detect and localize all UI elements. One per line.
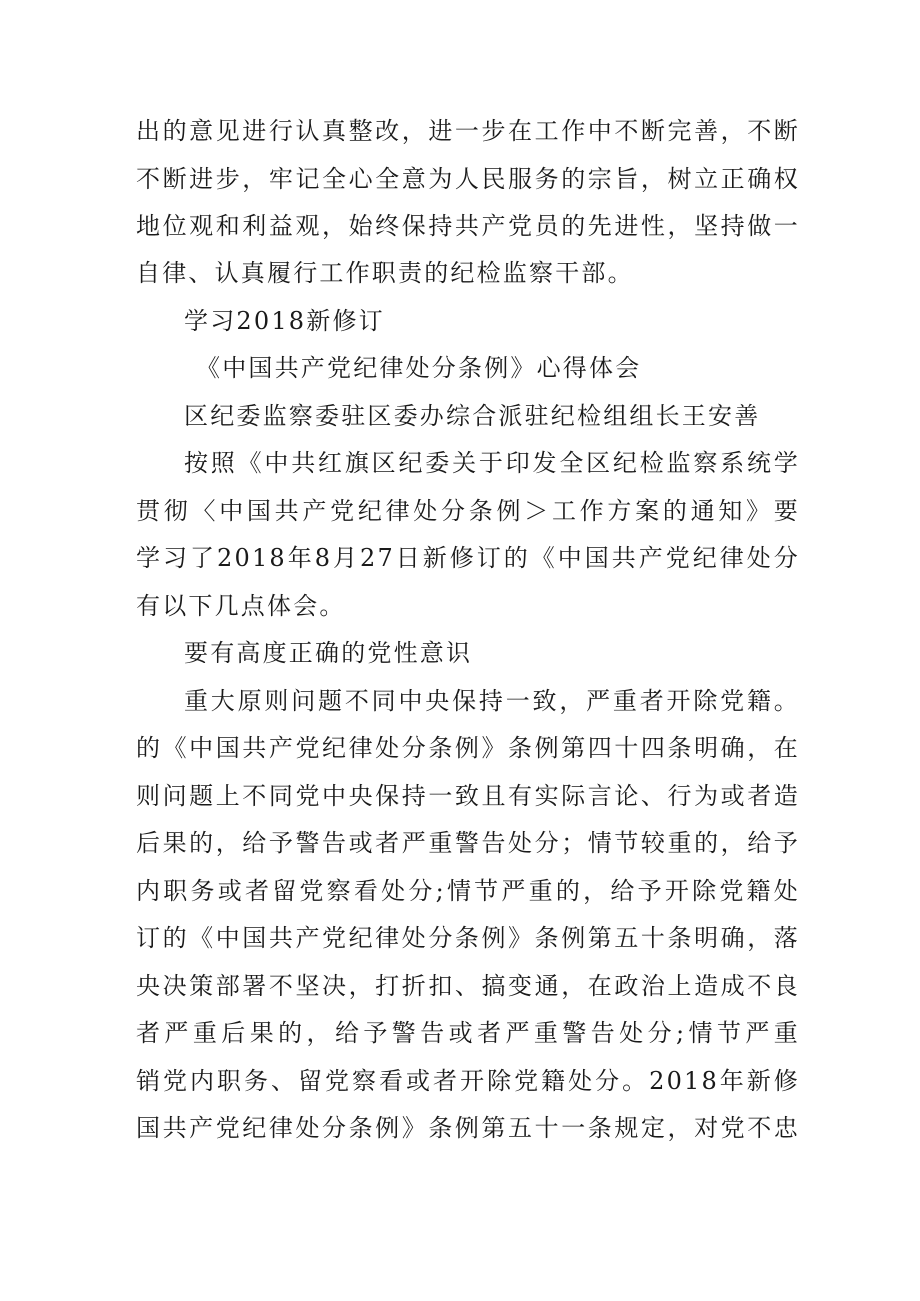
body-text-line: 有以下几点体会。: [136, 592, 346, 620]
body-text-line: 的《中国共产党纪律处分条例》条例第四十四条明确，在: [136, 734, 800, 762]
body-text-line: 后果的，给予警告或者严重警告处分；情节较重的，给予: [136, 829, 800, 857]
body-text-line: 订的《中国共产党纪律处分条例》条例第五十条明确，落: [136, 924, 800, 952]
section-heading: 要有高度正确的党性意识: [184, 639, 473, 667]
article-title: 《中国共产党纪律处分条例》心得体会: [196, 354, 642, 382]
body-text-line: 重大原则问题不同中央保持一致，严重者开除党籍。: [184, 687, 800, 715]
body-text-line: 不断进步，牢记全心全意为人民服务的宗旨，树立正确权: [136, 165, 800, 193]
heading-line: 学习2018新修订: [184, 307, 385, 335]
body-text-line: 贯彻〈中国共产党纪律处分条例＞工作方案的通知》要: [136, 497, 800, 525]
body-text-line: 则问题上不同党中央保持一致且有实际言论、行为或者造: [136, 782, 800, 810]
body-text-line: 出的意见进行认真整改，进一步在工作中不断完善，不断: [136, 117, 800, 145]
body-text-line: 内职务或者留党察看处分;情节严重的，给予开除党籍处: [136, 877, 800, 905]
body-text-line: 销党内职务、留党察看或者开除党籍处分。2018年新修: [136, 1067, 800, 1095]
body-text-line: 学习了2018年8月27日新修订的《中国共产党纪律处分: [136, 544, 800, 572]
body-text-line: 自律、认真履行工作职责的纪检监察干部。: [136, 259, 634, 287]
body-text-line: 按照《中共红旗区纪委关于印发全区纪检监察系统学: [184, 449, 800, 477]
author-line: 区纪委监察委驻区委办综合派驻纪检组组长王安善: [184, 402, 761, 430]
body-text-line: 央决策部署不坚决，打折扣、搞变通，在政治上造成不良: [136, 972, 800, 1000]
body-text-line: 国共产党纪律处分条例》条例第五十一条规定，对党不忠: [136, 1114, 800, 1142]
body-text-line: 地位观和利益观，始终保持共产党员的先进性，坚持做一: [136, 212, 800, 240]
body-text-line: 者严重后果的，给予警告或者严重警告处分;情节严重: [136, 1019, 800, 1047]
